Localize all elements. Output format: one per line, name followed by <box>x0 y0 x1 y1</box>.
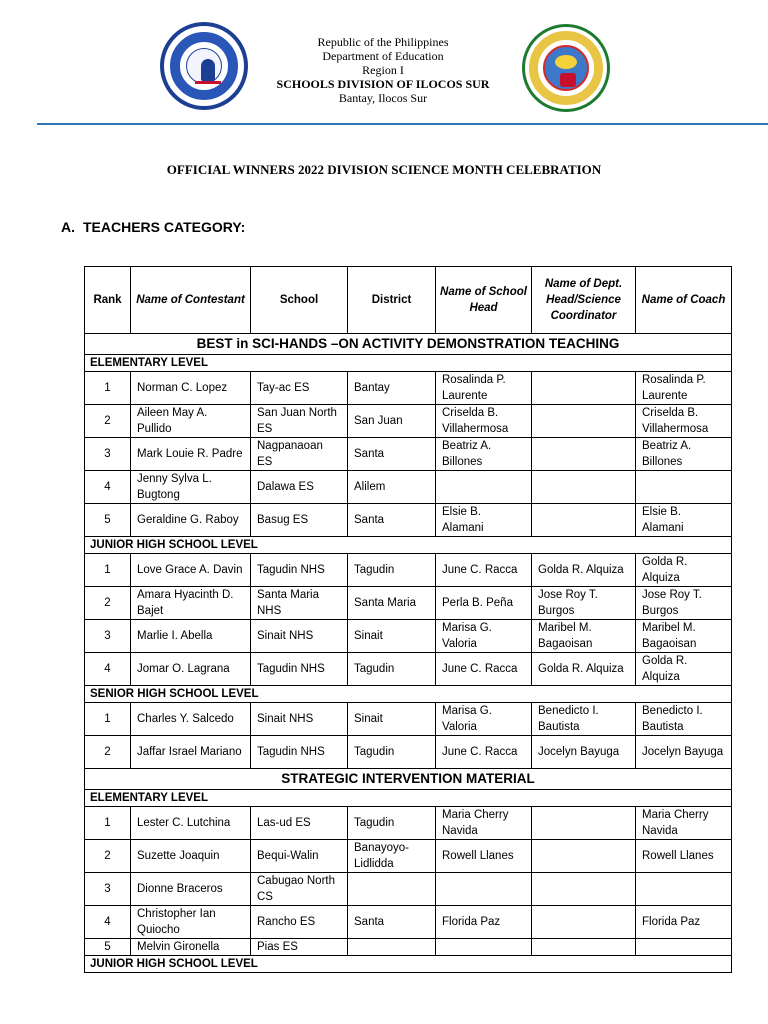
cell-coordinator <box>532 840 636 873</box>
cell-rank: 1 <box>85 554 131 587</box>
cell-contestant: Jomar O. Lagrana <box>131 653 251 686</box>
cell-contestant: Geraldine G. Raboy <box>131 504 251 537</box>
level-title: ELEMENTARY LEVEL <box>85 355 732 372</box>
cell-district <box>348 939 436 956</box>
cell-rank: 4 <box>85 653 131 686</box>
cell-school: Tagudin NHS <box>251 554 348 587</box>
cell-school: Pias ES <box>251 939 348 956</box>
cell-rank: 3 <box>85 873 131 906</box>
cell-coordinator <box>532 873 636 906</box>
category-row <box>85 769 732 790</box>
table-header-row <box>85 267 732 334</box>
header-divider <box>37 123 768 125</box>
letterhead-line: Republic of the Philippines <box>317 35 449 49</box>
cell-coach: Florida Paz <box>636 906 732 939</box>
cell-rank: 2 <box>85 840 131 873</box>
cell-coordinator <box>532 372 636 405</box>
document-title: OFFICIAL WINNERS 2022 DIVISION SCIENCE MONTH CELEBRATION <box>166 162 602 177</box>
cell-school: Dalawa ES <box>251 471 348 504</box>
cell-school: Tagudin NHS <box>251 653 348 686</box>
cell-contestant: Norman C. Lopez <box>131 372 251 405</box>
level-row <box>85 355 732 372</box>
cell-school-head: Florida Paz <box>436 906 532 939</box>
cell-rank: 4 <box>85 471 131 504</box>
table-row <box>85 906 732 939</box>
level-row <box>85 956 732 973</box>
cell-district: Tagudin <box>348 807 436 840</box>
category-title: STRATEGIC INTERVENTION MATERIAL <box>85 769 732 790</box>
cell-contestant: Amara Hyacinth D. Bajet <box>131 587 251 620</box>
cell-district: Sinait <box>348 620 436 653</box>
cell-contestant: Jaffar Israel Mariano <box>131 736 251 769</box>
level-row <box>85 686 732 703</box>
section-heading <box>61 219 245 235</box>
cell-rank: 5 <box>85 939 131 956</box>
cell-coordinator <box>532 471 636 504</box>
cell-coordinator: Jose Roy T. Burgos <box>532 587 636 620</box>
cell-contestant: Mark Louie R. Padre <box>131 438 251 471</box>
cell-school-head: Perla B. Peña <box>436 587 532 620</box>
cell-school-head: June C. Racca <box>436 554 532 587</box>
division-seal-logo <box>522 24 610 112</box>
cell-district: Sinait <box>348 703 436 736</box>
col-header-rank: Rank <box>85 267 131 334</box>
cell-school: Basug ES <box>251 504 348 537</box>
cell-school-head <box>436 939 532 956</box>
cell-district: Alilem <box>348 471 436 504</box>
table-row <box>85 703 732 736</box>
cell-school-head: Marisa G. Valoria <box>436 620 532 653</box>
category-title: BEST in SCI-HANDS –ON ACTIVITY DEMONSTRATION TEACHING <box>85 334 732 355</box>
cell-rank: 4 <box>85 906 131 939</box>
cell-coach: Benedicto I. Bautista <box>636 703 732 736</box>
table-row <box>85 736 732 769</box>
category-row <box>85 334 732 355</box>
cell-rank: 5 <box>85 504 131 537</box>
table-row <box>85 620 732 653</box>
cell-coach <box>636 873 732 906</box>
cell-contestant: Jenny Sylva L. Bugtong <box>131 471 251 504</box>
table-row <box>85 587 732 620</box>
cell-coach: Maria Cherry Navida <box>636 807 732 840</box>
cell-coordinator: Golda R. Alquiza <box>532 653 636 686</box>
cell-district: Banayoyo-Lidlidda <box>348 840 436 873</box>
cell-coordinator <box>532 939 636 956</box>
table-body <box>85 334 732 973</box>
cell-school-head: June C. Racca <box>436 653 532 686</box>
cell-coordinator <box>532 405 636 438</box>
cell-coordinator: Jocelyn Bayuga <box>532 736 636 769</box>
cell-coordinator: Maribel M. Bagaoisan <box>532 620 636 653</box>
cell-contestant: Charles Y. Salcedo <box>131 703 251 736</box>
cell-school-head: Maria Cherry Navida <box>436 807 532 840</box>
cell-coach: Elsie B. Alamani <box>636 504 732 537</box>
cell-contestant: Christopher Ian Quiocho <box>131 906 251 939</box>
cell-coordinator <box>532 906 636 939</box>
cell-coordinator: Golda R. Alquiza <box>532 554 636 587</box>
cell-coordinator <box>532 807 636 840</box>
cell-coordinator: Benedicto I. Bautista <box>532 703 636 736</box>
cell-school: Santa Maria NHS <box>251 587 348 620</box>
cell-school-head: Rosalinda P. Laurente <box>436 372 532 405</box>
cell-coach: Rowell Llanes <box>636 840 732 873</box>
cell-district: Santa <box>348 906 436 939</box>
level-title: JUNIOR HIGH SCHOOL LEVEL <box>85 537 732 554</box>
cell-contestant: Dionne Braceros <box>131 873 251 906</box>
cell-school-head: Beatriz A. Billones <box>436 438 532 471</box>
col-header-coordinator: Name of Dept. Head/Science Coordinator <box>532 267 636 334</box>
cell-district <box>348 873 436 906</box>
section-letter: A. <box>61 219 75 235</box>
cell-coach: Rosalinda P. Laurente <box>636 372 732 405</box>
cell-district: San Juan <box>348 405 436 438</box>
cell-rank: 2 <box>85 736 131 769</box>
cell-school: Cabugao North CS <box>251 873 348 906</box>
cell-coordinator <box>532 504 636 537</box>
col-header-school-head: Name of School Head <box>436 267 532 334</box>
letterhead-line: Department of Education <box>322 49 444 63</box>
table-row <box>85 372 732 405</box>
level-title: ELEMENTARY LEVEL <box>85 790 732 807</box>
cell-district: Santa <box>348 438 436 471</box>
table-row <box>85 873 732 906</box>
cell-coach <box>636 939 732 956</box>
cell-school-head <box>436 471 532 504</box>
col-header-coach: Name of Coach <box>636 267 732 334</box>
cell-district: Santa Maria <box>348 587 436 620</box>
level-title: JUNIOR HIGH SCHOOL LEVEL <box>85 956 732 973</box>
table-row <box>85 405 732 438</box>
cell-contestant: Aileen May A. Pullido <box>131 405 251 438</box>
cell-school-head <box>436 873 532 906</box>
table-row <box>85 807 732 840</box>
cell-school-head: June C. Racca <box>436 736 532 769</box>
cell-district: Tagudin <box>348 653 436 686</box>
cell-contestant: Marlie I. Abella <box>131 620 251 653</box>
letterhead-line: Bantay, Ilocos Sur <box>338 91 428 105</box>
cell-district: Tagudin <box>348 736 436 769</box>
section-label: TEACHERS CATEGORY: <box>83 219 246 235</box>
letterhead <box>250 35 516 105</box>
cell-coach: Jose Roy T. Burgos <box>636 587 732 620</box>
cell-contestant: Love Grace A. Davin <box>131 554 251 587</box>
cell-contestant: Suzette Joaquin <box>131 840 251 873</box>
table-row <box>85 504 732 537</box>
cell-school: Las-ud ES <box>251 807 348 840</box>
cell-coach: Golda R. Alquiza <box>636 554 732 587</box>
cell-rank: 2 <box>85 587 131 620</box>
cell-rank: 3 <box>85 620 131 653</box>
level-title: SENIOR HIGH SCHOOL LEVEL <box>85 686 732 703</box>
cell-school-head: Criselda B. Villahermosa <box>436 405 532 438</box>
cell-school: San Juan North ES <box>251 405 348 438</box>
table-row <box>85 939 732 956</box>
cell-rank: 1 <box>85 372 131 405</box>
cell-school: Bequi-Walin <box>251 840 348 873</box>
cell-rank: 1 <box>85 807 131 840</box>
table-row <box>85 840 732 873</box>
col-header-school: School <box>251 267 348 334</box>
cell-rank: 1 <box>85 703 131 736</box>
cell-school: Sinait NHS <box>251 620 348 653</box>
cell-coach <box>636 471 732 504</box>
cell-school-head: Rowell Llanes <box>436 840 532 873</box>
letterhead-division: SCHOOLS DIVISION OF ILOCOS SUR <box>276 77 490 91</box>
cell-district: Santa <box>348 504 436 537</box>
cell-school: Tay-ac ES <box>251 372 348 405</box>
cell-coordinator <box>532 438 636 471</box>
cell-coach: Beatriz A. Billones <box>636 438 732 471</box>
cell-coach: Maribel M. Bagaoisan <box>636 620 732 653</box>
col-header-contestant: Name of Contestant <box>131 267 251 334</box>
level-row <box>85 537 732 554</box>
cell-contestant: Lester C. Lutchina <box>131 807 251 840</box>
level-row <box>85 790 732 807</box>
table-row <box>85 653 732 686</box>
cell-school: Rancho ES <box>251 906 348 939</box>
cell-school-head: Elsie B. Alamani <box>436 504 532 537</box>
cell-coach: Jocelyn Bayuga <box>636 736 732 769</box>
cell-district: Tagudin <box>348 554 436 587</box>
col-header-district: District <box>348 267 436 334</box>
cell-coach: Golda R. Alquiza <box>636 653 732 686</box>
cell-school: Nagpanaoan ES <box>251 438 348 471</box>
winners-table <box>84 266 732 973</box>
cell-rank: 3 <box>85 438 131 471</box>
letterhead-line: Region I <box>362 63 404 77</box>
table-row <box>85 554 732 587</box>
cell-rank: 2 <box>85 405 131 438</box>
cell-school-head: Marisa G. Valoria <box>436 703 532 736</box>
table-row <box>85 471 732 504</box>
cell-coach: Criselda B. Villahermosa <box>636 405 732 438</box>
deped-seal-logo <box>160 22 248 110</box>
cell-district: Bantay <box>348 372 436 405</box>
cell-contestant: Melvin Gironella <box>131 939 251 956</box>
cell-school: Tagudin NHS <box>251 736 348 769</box>
table-row <box>85 438 732 471</box>
cell-school: Sinait NHS <box>251 703 348 736</box>
